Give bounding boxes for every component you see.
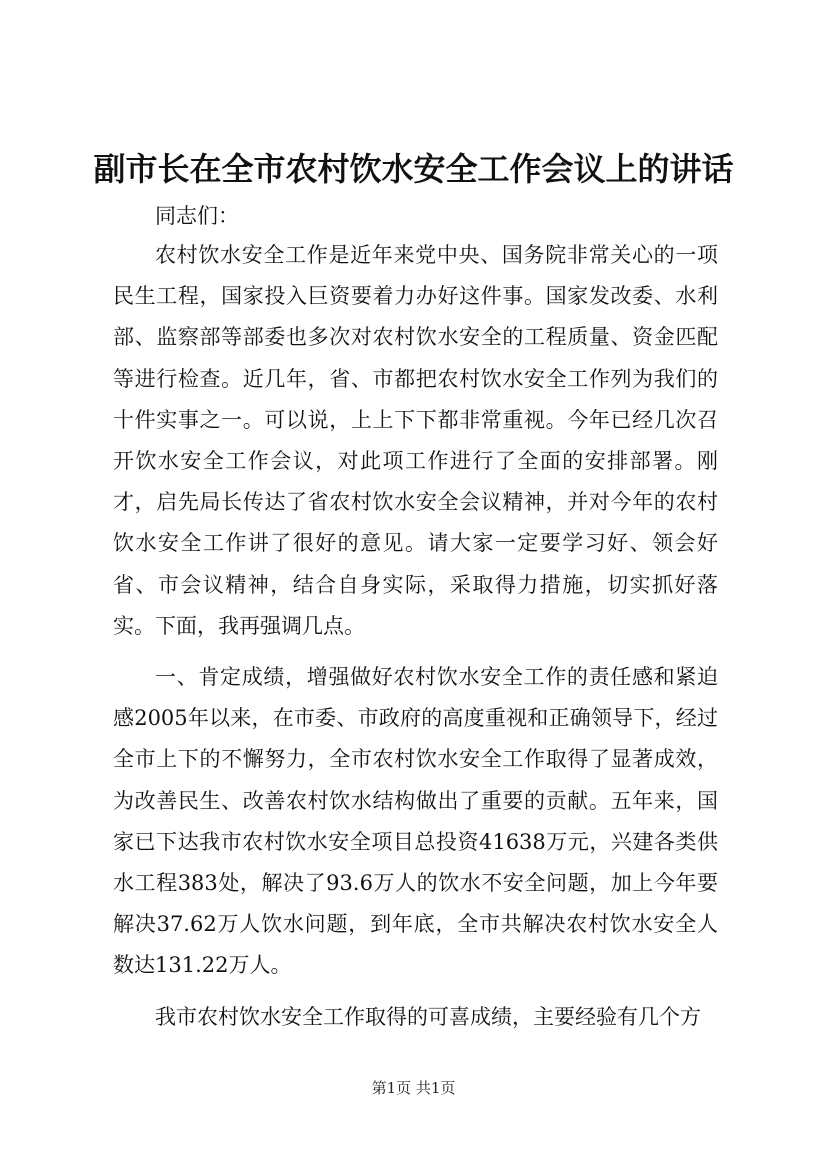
document-body [113, 197, 718, 1038]
greeting-line: 同志们： [155, 204, 239, 228]
paragraph-intro: 农村饮水安全工作是近年来党中央、国务院非常关心的一项民生工程，国家投入巨资要着力办好这件事。国家发改委、水利部、监察部等部委也多次对农村饮水安全的工程质量、资金匹配等进行检查。近几年，省、市都把农村饮水安全工作列为我们的十件实事之一。可以说，上上下下都非常重视。今年已经几次召开饮水安全工作会议，对此项工作进行了全面的安排部署。刚才，启先局长传达了省农村饮水安全会议精神，并对今年的农村饮水安全工作讲了很好的意见。请大家一定要学习好、领会好省、市会议精神，结合自身实际，采取得力措施，切实抓好落实。下面，我再强调几点。 [113, 243, 718, 638]
paragraph-section-one: 一、肯定成绩，增强做好农村饮水安全工作的责任感和紧迫感2005年以来，在市委、市政府的高度重视和正确领导下，经过全市上下的不懈努力，全市农村饮水安全工作取得了显著成效，为改善民生、改善农村饮水结构做出了重要的贡献。五年来，国家已下达我市农村饮水安全项目总投资41638万元，兴建各类供水工程383处，解决了93.6万人的饮水不安全问题，加上今年要解决37.62万人饮水问题，到年底，全市共解决农村饮水安全人数达131.22万人。 [113, 665, 718, 978]
paragraph-experience: 我市农村饮水安全工作取得的可喜成绩，主要经验有几个方 [155, 1004, 701, 1029]
page-footer: 第1页 共1页 [371, 1079, 456, 1097]
document-title: 副市长在全市农村饮水安全工作会议上的讲话 [93, 150, 734, 188]
